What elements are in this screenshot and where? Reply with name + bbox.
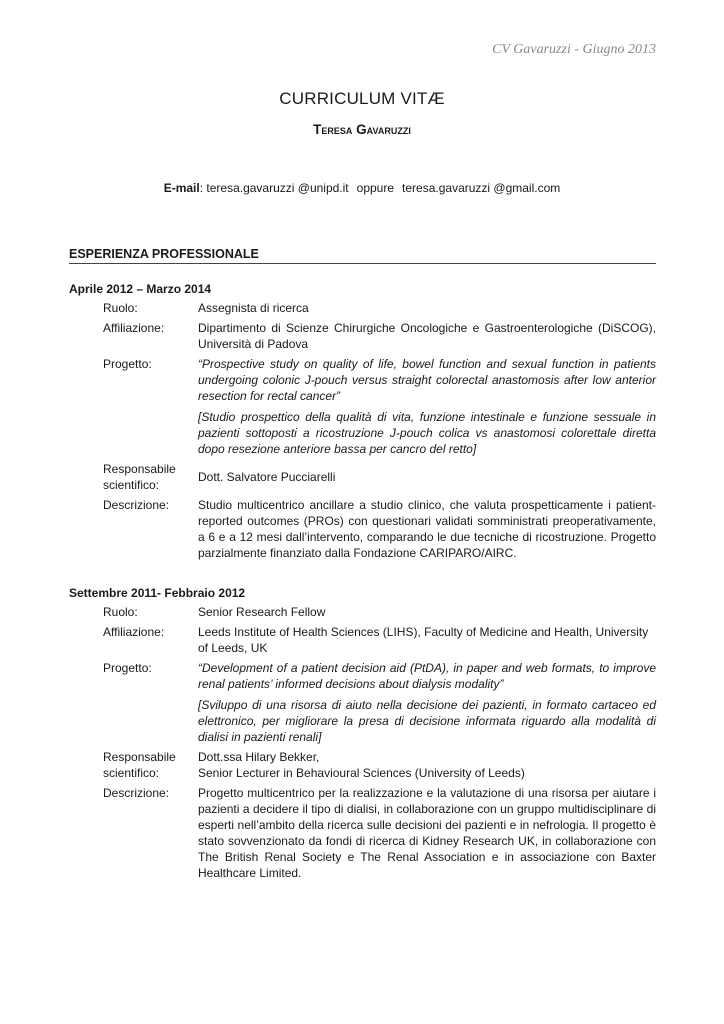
responsible-value: Dott.ssa Hilary Bekker, xyxy=(198,750,320,764)
responsible-label xyxy=(103,461,198,493)
document-title: CURRICULUM VITÆ xyxy=(279,89,445,108)
contact-line: E-mail: teresa.gavaruzzi @unipd.it oppure teresa.gavaruzzi @gmail.com xyxy=(163,181,561,195)
person-name: Teresa Gavaruzzi xyxy=(313,122,411,137)
role-value: Assegnista di ricerca xyxy=(198,301,309,315)
email-label: E-mail xyxy=(163,181,200,195)
responsible-label-line2: scientifico: xyxy=(103,766,160,780)
project-title-it: [Studio prospettico della qualità di vita, funzione intestinale e funzione sessuale in pazienti sottoposti a ricostruzione J-pouch colica vs anastomosi colorettale diretta dopo resezione anteriore bassa per cancro del retto] xyxy=(198,410,656,456)
description-value: Studio multicentrico ancillare a studio clinico, che valuta prospetticamente i patient-reported outcomes (PROs) con questionari validati somministrati preoperativamente, a 6 e a 12 mesi dall’intervento, comparando le due tecniche di ricostruzione. Progetto parzialmente finanziato dalla Fondazione CARIPARO/AIRC. xyxy=(198,498,656,560)
project-label: Progetto: xyxy=(103,661,152,675)
running-header: CV Gavaruzzi - Giugno 2013 xyxy=(492,42,656,57)
affiliation-value: Dipartimento di Scienze Chirurgiche Oncologiche e Gastroenterologiche (DiSCOG), Università di Padova xyxy=(198,321,656,351)
description-row xyxy=(69,497,656,561)
section-title: ESPERIENZA PROFESSIONALE xyxy=(69,247,656,264)
affiliation-label: Affiliazione: xyxy=(103,625,165,639)
responsible-label-line1: Responsabile xyxy=(103,750,176,764)
responsible-label-line2: scientifico: xyxy=(103,478,160,492)
responsible-label xyxy=(103,749,198,781)
description-value: Progetto multicentrico per la realizzazione e la valutazione di una risorsa per aiutare i pazienti a decidere il tipo di dialisi, in collaborazione con un gruppo multidisciplinare di esperti nell’ambito della ricerca sulle decisioni dei pazienti e in nefrologia. Il progetto è stato sovvenzionato da fondi di ricerca di Kidney Research UK, in collaborazione con The British Renal Society e The Renal Association e in associazione con Baxter Healthcare Limited. xyxy=(198,786,656,880)
project-label: Progetto: xyxy=(103,357,152,371)
responsible-row xyxy=(69,749,656,781)
affiliation-label: Affiliazione: xyxy=(103,321,165,335)
responsible-row xyxy=(69,461,656,493)
email-secondary: teresa.gavaruzzi @gmail.com xyxy=(402,181,561,195)
responsible-label-line1: Responsabile xyxy=(103,462,176,476)
experience-entry xyxy=(69,585,656,885)
role-row xyxy=(69,300,656,316)
project-row xyxy=(69,660,656,745)
email-separator: oppure xyxy=(356,181,395,195)
project-title-it: [Sviluppo di una risorsa di aiuto nella decisione dei pazienti, in formato cartaceo ed elettronico, per migliorare la presa di decisione informata riguardo alla modalità di dialisi in pazienti renali] xyxy=(198,698,656,744)
responsible-value: Dott. Salvatore Pucciarelli xyxy=(198,470,336,484)
project-row xyxy=(69,356,656,457)
entry-period: Aprile 2012 – Marzo 2014 xyxy=(69,282,212,296)
description-label: Descrizione: xyxy=(103,498,170,512)
description-row xyxy=(69,785,656,881)
role-value: Senior Research Fellow xyxy=(198,605,326,619)
entry-period: Settembre 2011- Febbraio 2012 xyxy=(69,586,246,600)
project-title-en: “Development of a patient decision aid (PtDA), in paper and web formats, to improve renal patients’ informed decisions about dialysis modality” xyxy=(198,661,656,691)
affiliation-row xyxy=(69,624,656,656)
role-label: Ruolo: xyxy=(103,605,138,619)
experience-entry xyxy=(69,281,656,565)
description-label: Descrizione: xyxy=(103,786,170,800)
responsible-role: Senior Lecturer in Behavioural Sciences (University of Leeds) xyxy=(198,766,525,780)
affiliation-value: Leeds Institute of Health Sciences (LIHS), Faculty of Medicine and Health, University of Leeds, UK xyxy=(198,625,649,655)
role-row xyxy=(69,604,656,620)
email-primary: teresa.gavaruzzi @unipd.it xyxy=(206,181,349,195)
project-title-en: “Prospective study on quality of life, bowel function and sexual function in patients undergoing colonic J-pouch versus straight colorectal anastomosis after low anterior resection for rectal cancer” xyxy=(198,357,656,403)
role-label: Ruolo: xyxy=(103,301,138,315)
affiliation-row xyxy=(69,320,656,352)
